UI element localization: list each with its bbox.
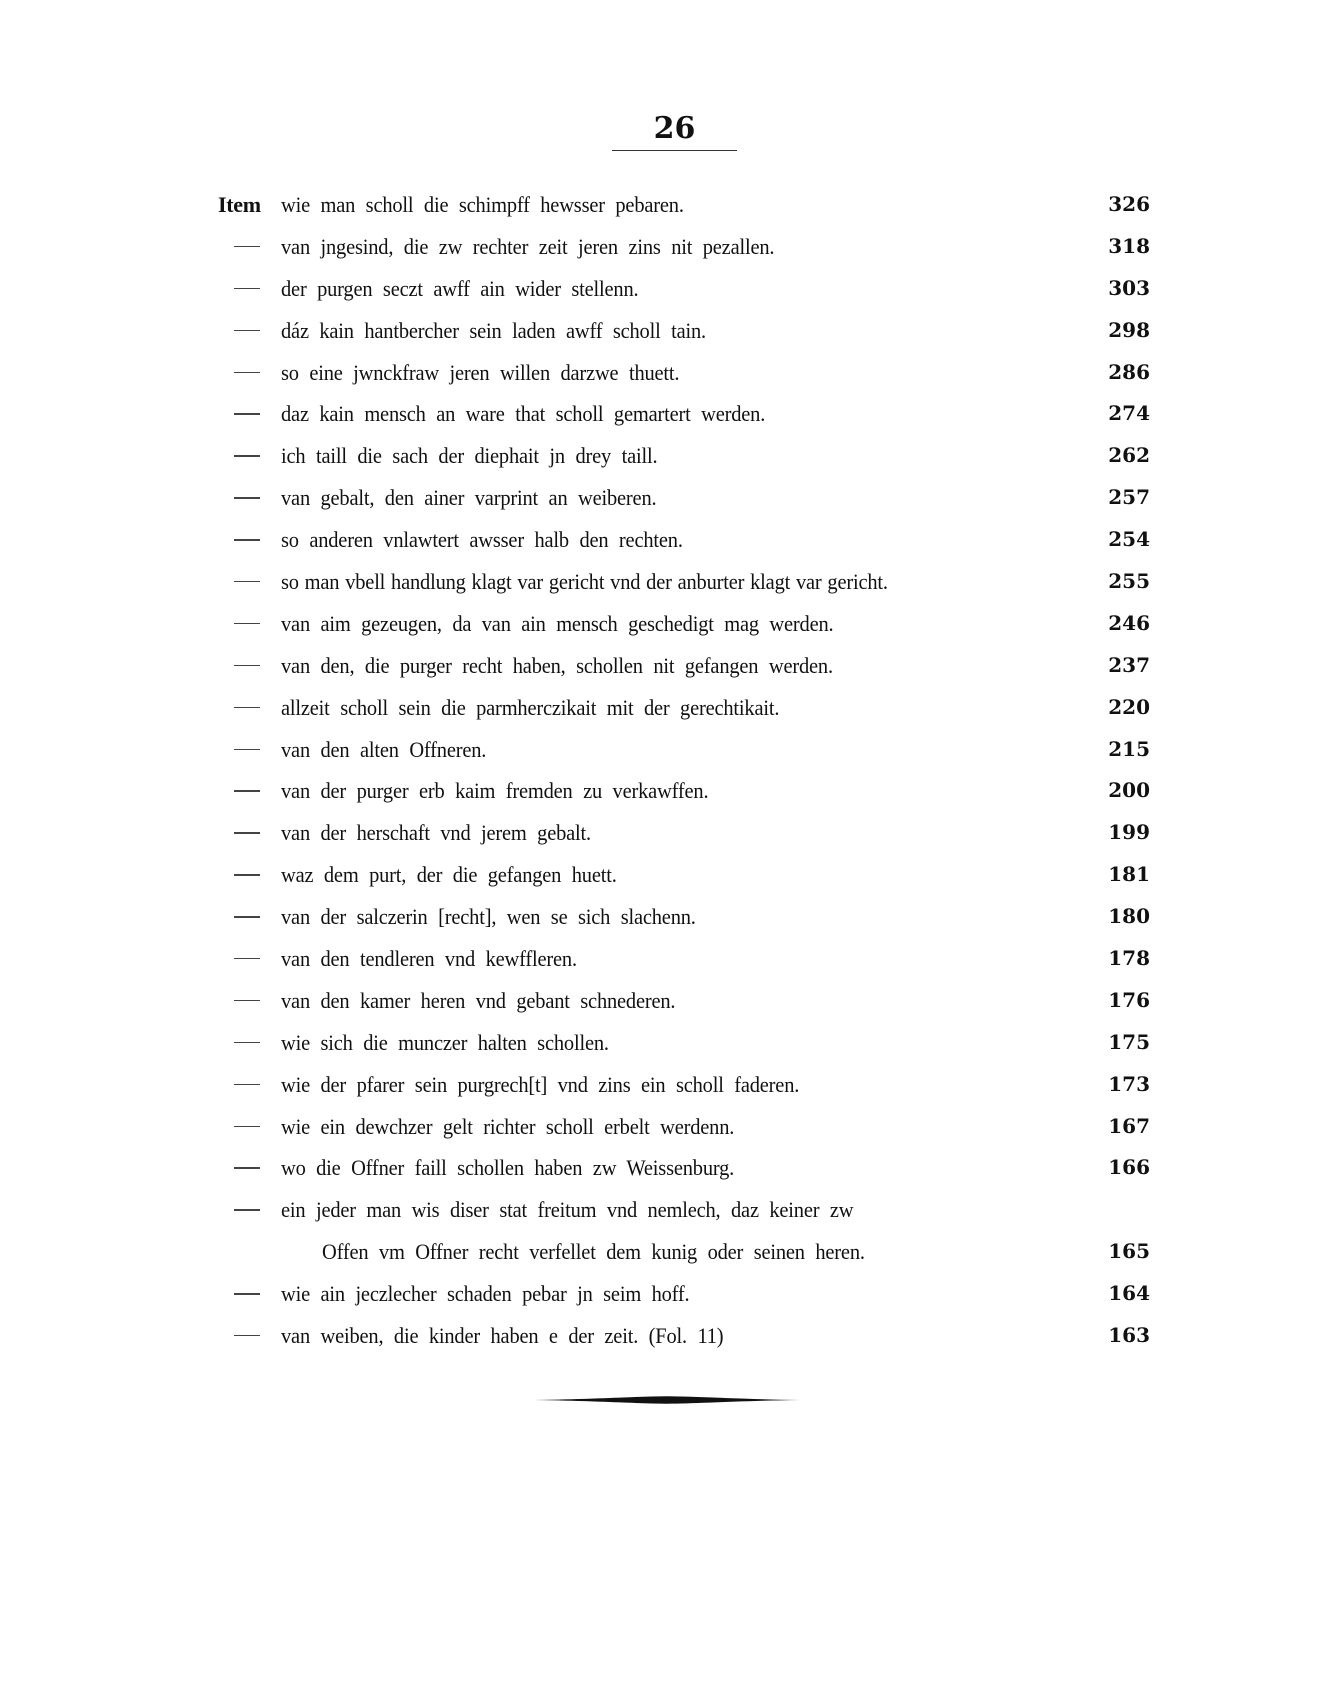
toc-entry (0, 1273, 1337, 1315)
toc-entry (0, 226, 1337, 268)
entry-title-continuation: Offen vm Offner recht verfellet dem kunig oder seinen heren. (322, 1239, 865, 1265)
entry-page-number: 262 (1108, 443, 1150, 468)
entry-title: allzeit scholl sein die parmherczikait mit der gerechtikait. (281, 694, 780, 720)
entry-title: ein jeder man wis diser stat freitum vnd nemlech, daz keiner zw (281, 1197, 854, 1223)
entry-page-number: 176 (1108, 987, 1150, 1012)
toc-entry (0, 938, 1337, 980)
entry-page-number: 215 (1108, 736, 1150, 761)
entry-page-number: 318 (1108, 233, 1150, 258)
ditto-dash (234, 874, 260, 875)
entry-title: van den kamer heren vnd gebant schnederen. (281, 987, 676, 1013)
ditto-dash (234, 623, 260, 624)
ditto-dash (234, 246, 260, 247)
ditto-dash (234, 330, 260, 331)
toc-entry-continuation (0, 1231, 1337, 1273)
ditto-dash (234, 749, 260, 750)
entry-page-number: 255 (1108, 569, 1150, 594)
ditto-dash (234, 413, 260, 414)
header-rule (612, 150, 737, 151)
entry-page-number: 167 (1108, 1113, 1150, 1138)
swelled-rule-ornament (535, 1396, 800, 1404)
entry-title: waz dem purt, der die gefangen huett. (281, 862, 617, 888)
toc-entry (0, 729, 1337, 771)
toc-entry (0, 1147, 1337, 1189)
toc-entry (0, 1064, 1337, 1106)
entry-title: van den alten Offneren. (281, 736, 487, 762)
toc-entry (0, 687, 1337, 729)
toc-entry (0, 645, 1337, 687)
entry-title: van den tendleren vnd kewffleren. (281, 946, 577, 972)
entry-title: der purgen seczt awff ain wider stellenn. (281, 275, 639, 301)
ditto-dash (234, 581, 260, 582)
entry-page-number: 257 (1108, 485, 1150, 510)
ditto-dash (234, 1042, 260, 1043)
toc-entry (0, 393, 1337, 435)
entry-title: van jngesind, die zw rechter zeit jeren zins nit pezallen. (281, 233, 775, 259)
entry-title: wo die Offner faill schollen haben zw Weissenburg. (281, 1155, 735, 1181)
ditto-dash (234, 455, 260, 456)
entry-title: van den, die purger recht haben, schollen nit gefangen werden. (281, 652, 833, 678)
entry-page-number: 165 (1108, 1239, 1150, 1264)
entry-page-number: 199 (1108, 820, 1150, 845)
entry-title: ich taill die sach der diephait jn drey taill. (281, 443, 658, 469)
entry-page-number: 180 (1108, 904, 1150, 929)
entry-title: wie sich die munczer halten schollen. (281, 1029, 609, 1055)
ditto-dash (234, 1084, 260, 1085)
entry-title: dáz kain hantbercher sein laden awff scholl tain. (281, 317, 706, 343)
entry-title: van der salczerin [recht], wen se sich slachenn. (281, 904, 696, 930)
toc-entry (0, 770, 1337, 812)
entry-title: so eine jwnckfraw jeren willen darzwe thuett. (281, 359, 680, 385)
entry-title: van weiben, die kinder haben e der zeit. (Fol. 11) (281, 1323, 724, 1349)
entry-page-number: 200 (1108, 778, 1150, 803)
entry-title: daz kain mensch an ware that scholl gemartert werden. (281, 401, 766, 427)
entry-page-number: 237 (1108, 652, 1150, 677)
ditto-dash (234, 1167, 260, 1168)
ditto-dash (234, 1000, 260, 1001)
toc-entry (0, 1189, 1337, 1231)
toc-entry (0, 310, 1337, 352)
toc-entry (0, 184, 1337, 226)
entry-title: so anderen vnlawtert awsser halb den rechten. (281, 527, 683, 553)
toc-entry (0, 980, 1337, 1022)
ditto-dash (234, 707, 260, 708)
entry-page-number: 220 (1108, 694, 1150, 719)
table-of-contents (0, 184, 1337, 1357)
ditto-dash (234, 288, 260, 289)
entry-page-number: 181 (1108, 862, 1150, 887)
ditto-dash (234, 790, 260, 791)
ditto-dash (234, 1293, 260, 1294)
ditto-dash (234, 665, 260, 666)
entry-page-number: 298 (1108, 317, 1150, 342)
entry-title: van der herschaft vnd jerem gebalt. (281, 820, 591, 846)
entry-lead-item: Item (218, 192, 261, 217)
ditto-dash (234, 497, 260, 498)
entry-page-number: 163 (1108, 1323, 1150, 1348)
toc-entry (0, 854, 1337, 896)
entry-page-number: 303 (1108, 275, 1150, 300)
toc-entry (0, 1106, 1337, 1148)
entry-page-number: 326 (1108, 192, 1150, 216)
entry-page-number: 254 (1108, 527, 1150, 552)
entry-title: so man vbell handlung klagt var gericht vnd der anburter klagt var gericht. (281, 569, 888, 595)
toc-entry (0, 1022, 1337, 1064)
page-number: 26 (653, 111, 696, 146)
entry-page-number: 164 (1108, 1281, 1150, 1306)
entry-page-number: 246 (1108, 610, 1150, 635)
entry-title: van aim gezeugen, da van ain mensch geschedigt mag werden. (281, 610, 834, 636)
ditto-dash (234, 539, 260, 540)
toc-entry (0, 812, 1337, 854)
entry-title: van gebalt, den ainer varprint an weiberen. (281, 485, 657, 511)
toc-entry (0, 435, 1337, 477)
entry-page-number: 175 (1108, 1029, 1150, 1054)
ditto-dash (234, 1335, 260, 1336)
entry-title: wie der pfarer sein purgrech[t] vnd zins ein scholl faderen. (281, 1071, 800, 1097)
toc-entry (0, 561, 1337, 603)
ditto-dash (234, 916, 260, 917)
toc-entry (0, 896, 1337, 938)
entry-page-number: 286 (1108, 359, 1150, 384)
ditto-dash (234, 372, 260, 373)
entry-title: wie ein dewchzer gelt richter scholl erbelt werdenn. (281, 1113, 735, 1139)
entry-page-number: 166 (1108, 1155, 1150, 1180)
entry-title: van der purger erb kaim fremden zu verkawffen. (281, 778, 709, 804)
ditto-dash (234, 832, 260, 833)
ditto-dash (234, 1126, 260, 1127)
toc-entry (0, 603, 1337, 645)
toc-entry (0, 352, 1337, 394)
entry-page-number: 274 (1108, 401, 1150, 426)
entry-title: wie ain jeczlecher schaden pebar jn seim hoff. (281, 1281, 690, 1307)
ditto-dash (234, 1209, 260, 1210)
entry-page-number: 178 (1108, 946, 1150, 971)
toc-entry (0, 268, 1337, 310)
toc-entry (0, 519, 1337, 561)
entry-title: wie man scholl die schimpff hewsser pebaren. (281, 192, 684, 217)
ditto-dash (234, 958, 260, 959)
toc-entry (0, 477, 1337, 519)
entry-page-number: 173 (1108, 1071, 1150, 1096)
toc-entry (0, 1315, 1337, 1357)
